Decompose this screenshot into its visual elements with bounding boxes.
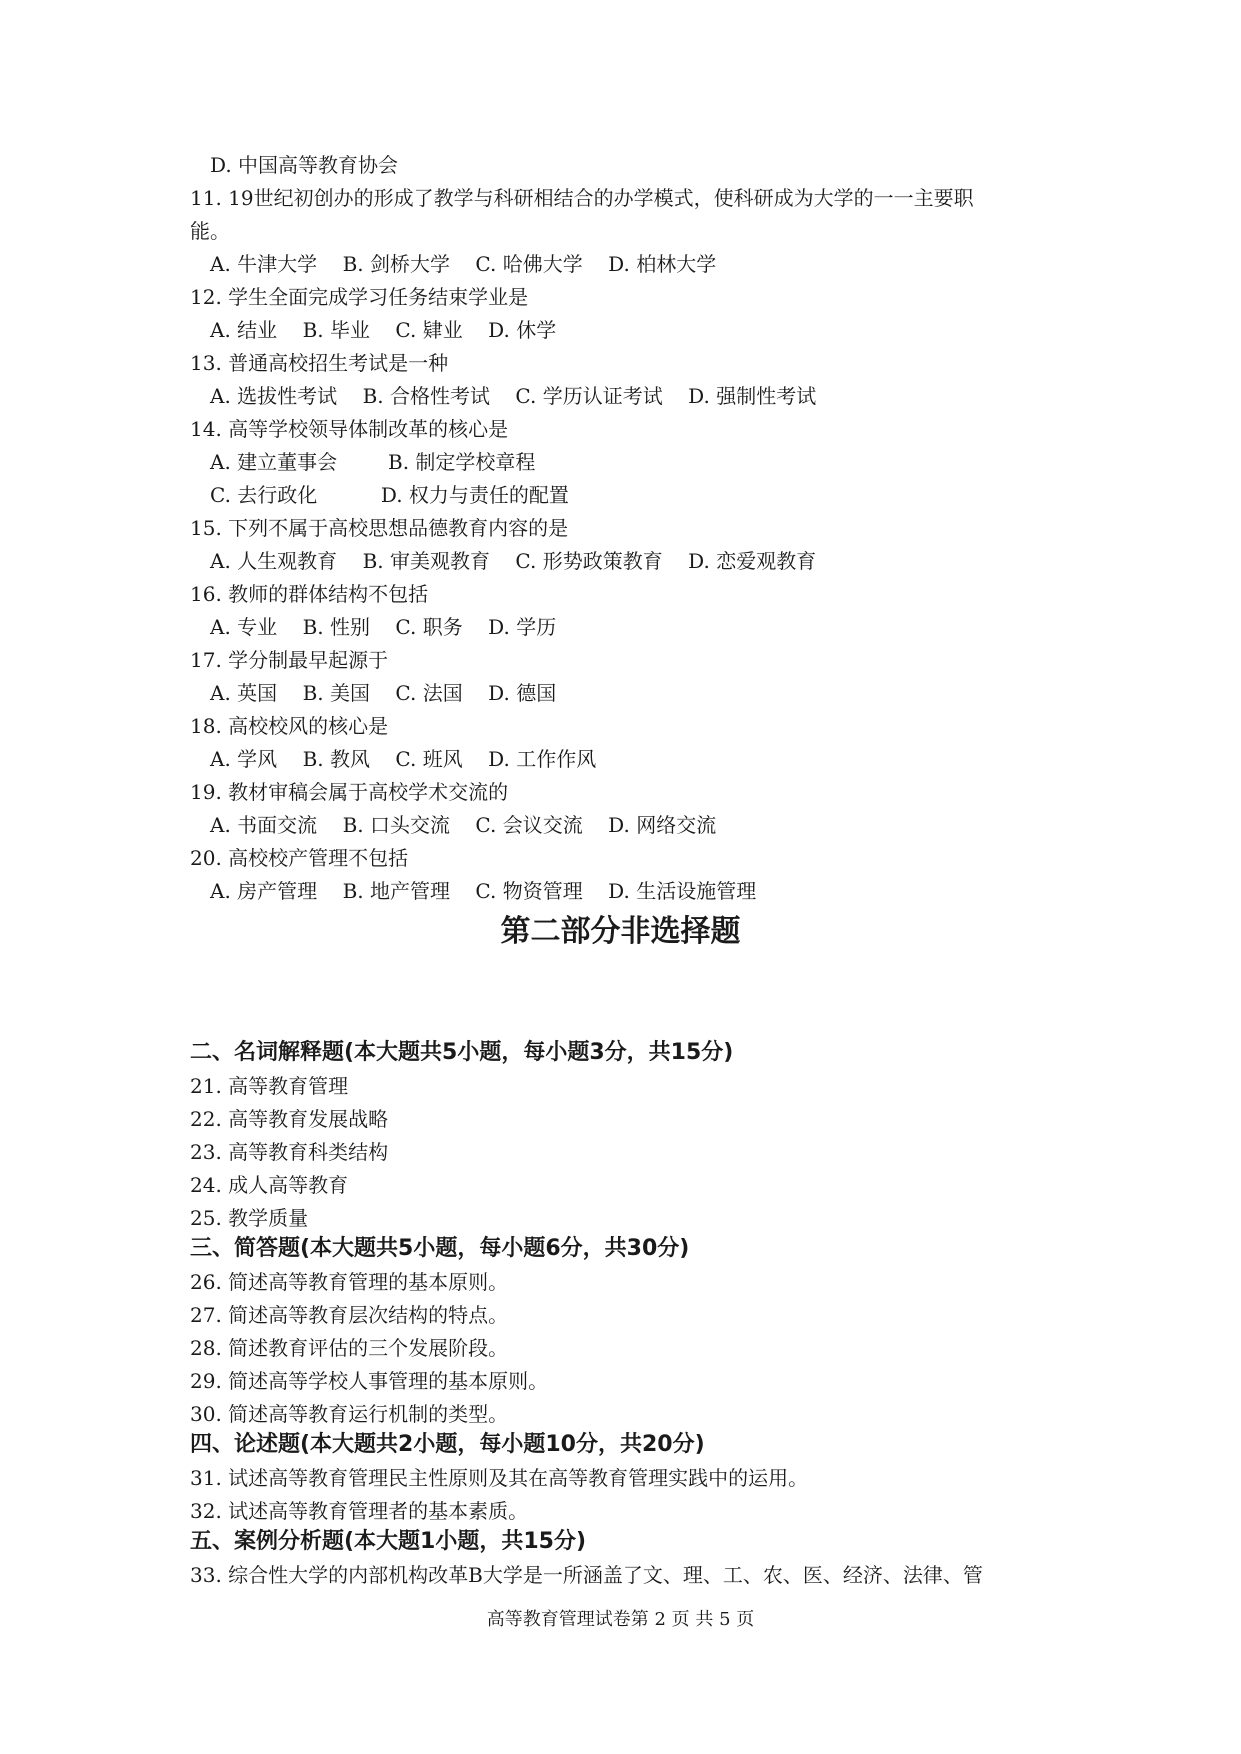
question-24: 24. 成人高等教育 — [190, 1173, 349, 1197]
question-18: 18. 高校校风的核心是 — [190, 714, 389, 738]
options-13: A. 选拔性考试 B. 合格性考试 C. 学历认证考试 D. 强制性考试 — [210, 384, 817, 408]
question-17: 17. 学分制最早起源于 — [190, 648, 389, 672]
options-11: A. 牛津大学 B. 剑桥大学 C. 哈佛大学 D. 柏林大学 — [210, 252, 717, 276]
options-20: A. 房产管理 B. 地产管理 C. 物资管理 D. 生活设施管理 — [210, 879, 757, 903]
question-15: 15. 下列不属于高校思想品德教育内容的是 — [190, 516, 569, 540]
question-33: 33. 综合性大学的内部机构改革B大学是一所涵盖了文、理、工、农、医、经济、法律、管 — [190, 1563, 983, 1587]
question-11-cont: 能。 — [190, 219, 230, 243]
question-22: 22. 高等教育发展战略 — [190, 1107, 389, 1131]
question-29: 29. 简述高等学校人事管理的基本原则。 — [190, 1369, 549, 1393]
section-heading-3: 三、简答题(本大题共5小题，每小题6分，共30分) — [190, 1236, 690, 1261]
question-19: 19. 教材审稿会属于高校学术交流的 — [190, 780, 509, 804]
section-heading-4: 四、论述题(本大题共2小题，每小题10分，共20分) — [190, 1432, 705, 1457]
options-19: A. 书面交流 B. 口头交流 C. 会议交流 D. 网络交流 — [210, 813, 717, 837]
options-12: A. 结业 B. 毕业 C. 肄业 D. 休学 — [210, 318, 557, 342]
question-13: 13. 普通高校招生考试是一种 — [190, 351, 449, 375]
question-30: 30. 简述高等教育运行机制的类型。 — [190, 1402, 509, 1426]
question-23: 23. 高等教育科类结构 — [190, 1140, 389, 1164]
question-28: 28. 简述教育评估的三个发展阶段。 — [190, 1336, 509, 1360]
question-11: 11. 19世纪初创办的形成了教学与科研相结合的办学模式，使科研成为大学的一一主要职 — [190, 186, 974, 210]
question-26: 26. 简述高等教育管理的基本原则。 — [190, 1270, 509, 1294]
section-heading-5: 五、案例分析题(本大题1小题，共15分) — [190, 1529, 587, 1554]
part-title: 第二部分非选择题 — [500, 914, 741, 949]
options-14-cd: C. 去行政化 D. 权力与责任的配置 — [210, 483, 569, 507]
question-27: 27. 简述高等教育层次结构的特点。 — [190, 1303, 509, 1327]
options-18: A. 学风 B. 教风 C. 班风 D. 工作作风 — [210, 747, 597, 771]
question-25: 25. 教学质量 — [190, 1206, 309, 1230]
options-14-ab: A. 建立董事会 B. 制定学校章程 — [210, 450, 536, 474]
page-footer: 高等教育管理试卷第 2 页 共 5 页 — [486, 1609, 755, 1630]
options-15: A. 人生观教育 B. 审美观教育 C. 形势政策教育 D. 恋爱观教育 — [210, 549, 817, 573]
question-20: 20. 高校校产管理不包括 — [190, 846, 409, 870]
question-16: 16. 教师的群体结构不包括 — [190, 582, 429, 606]
options-16: A. 专业 B. 性别 C. 职务 D. 学历 — [210, 615, 557, 639]
option-line: D. 中国高等教育协会 — [210, 153, 399, 177]
question-14: 14. 高等学校领导体制改革的核心是 — [190, 417, 509, 441]
options-17: A. 英国 B. 美国 C. 法国 D. 德国 — [210, 681, 557, 705]
question-32: 32. 试述高等教育管理者的基本素质。 — [190, 1499, 529, 1523]
question-21: 21. 高等教育管理 — [190, 1074, 349, 1098]
section-heading-2: 二、名词解释题(本大题共5小题，每小题3分，共15分) — [190, 1040, 734, 1065]
question-12: 12. 学生全面完成学习任务结束学业是 — [190, 285, 529, 309]
question-31: 31. 试述高等教育管理民主性原则及其在高等教育管理实践中的运用。 — [190, 1466, 809, 1490]
